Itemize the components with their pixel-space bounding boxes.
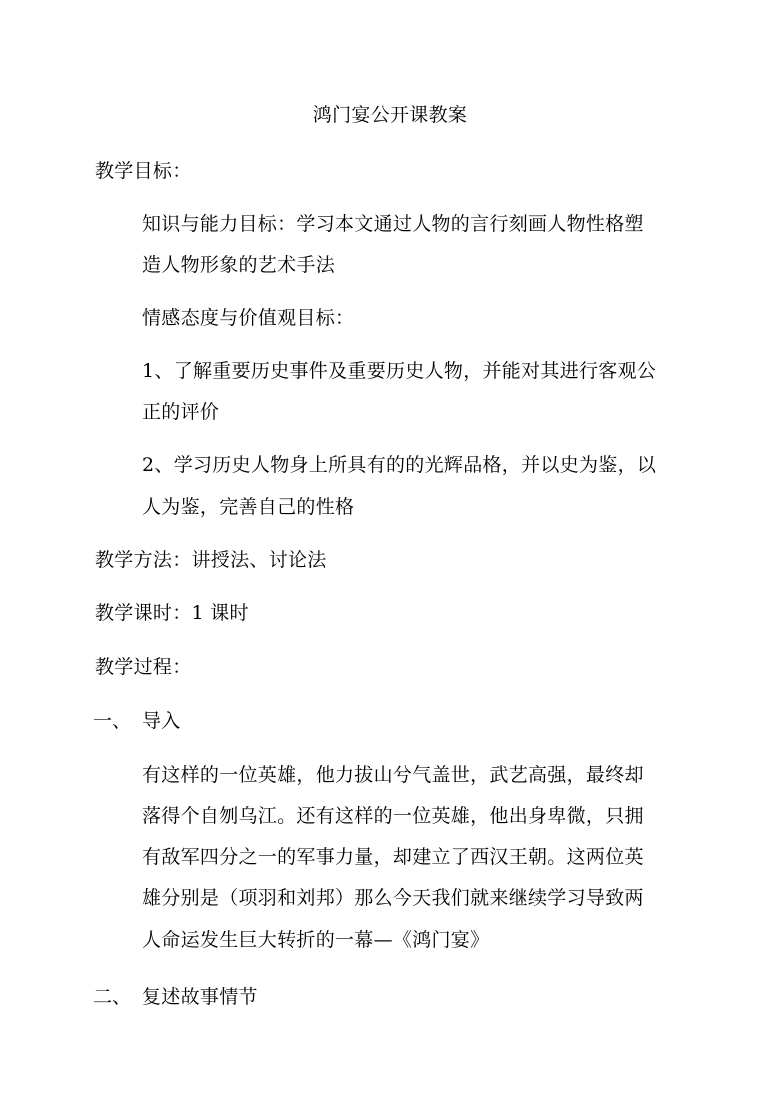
section-1-paragraph-line-2: 落得个自刎乌江。还有这样的一位英雄，他出身卑微，只拥 [142, 805, 644, 827]
section-1-paragraph-line-4: 雄分别是（项羽和刘邦）那么今天我们就来继续学习导致两 [142, 887, 644, 909]
objectives-heading: 教学目标： [95, 160, 192, 182]
emotion-heading: 情感态度与价值观目标： [142, 307, 355, 329]
section-1-paragraph-line-3: 有敌军四分之一的军事力量，却建立了西汉王朝。这两位英 [142, 846, 644, 868]
section-1-paragraph-line-1: 有这样的一位英雄，他力拔山兮气盖世，武艺高强，最终却 [142, 764, 644, 786]
emotion-item-1-line-1: 1、了解重要历史事件及重要历史人物，并能对其进行客观公 [142, 360, 657, 382]
emotion-item-1-line-2: 正的评价 [142, 401, 220, 423]
section-1-paragraph-line-5: 人命运发生巨大转折的一幕—《鸿门宴》 [142, 929, 490, 951]
emotion-item-2-line-1: 2、学习历史人物身上所具有的的光辉品格，并以史为鉴，以 [142, 454, 657, 476]
page-title: 鸿门宴公开课教案 [312, 104, 468, 126]
teaching-hours: 教学课时：1 课时 [95, 602, 249, 624]
teaching-method: 教学方法：讲授法、讨论法 [95, 549, 327, 571]
section-1-number: 一、 [93, 710, 132, 732]
section-2-title: 复述故事情节 [142, 986, 258, 1008]
section-1-title: 导入 [142, 710, 181, 732]
process-heading: 教学过程： [95, 656, 192, 678]
knowledge-goal-line-2: 造人物形象的艺术手法 [142, 254, 336, 276]
emotion-item-2-line-2: 人为鉴，完善自己的性格 [142, 496, 355, 518]
section-2-number: 二、 [93, 986, 132, 1008]
knowledge-goal-line-1: 知识与能力目标：学习本文通过人物的言行刻画人物性格塑 [142, 213, 644, 235]
